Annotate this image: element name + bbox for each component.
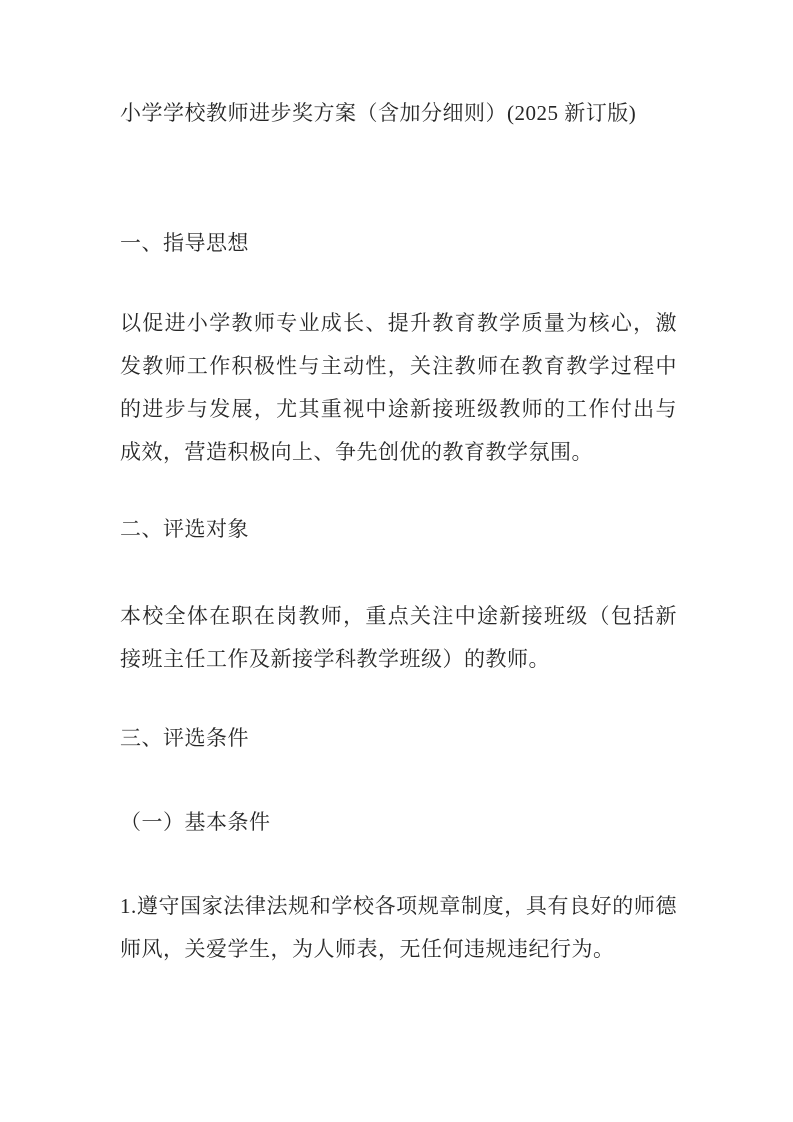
document-title: 小学学校教师进步奖方案（含加分细则）(2025 新订版)	[120, 101, 637, 125]
paragraph-basic-criteria-item-1: 1.遵守国家法律法规和学校各项规章制度，具有良好的师德师风，关爱学生，为人师表，无任何违规违纪行为。	[120, 894, 677, 961]
paragraph-selection-targets: 本校全体在职在岗教师，重点关注中途新接班级（包括新接班主任工作及新接学科教学班级）的教师。	[120, 604, 677, 671]
paragraph-guiding-ideology: 以促进小学教师专业成长、提升教育教学质量为核心，激发教师工作积极性与主动性，关注教师在教育教学过程中的进步与发展，尤其重视中途新接班级教师的工作付出与成效，营造积极向上、争先创优的教育教学氛围。	[120, 311, 677, 464]
subsection-heading-basic-criteria: （一）基本条件	[120, 810, 271, 834]
section-heading-selection-criteria: 三、评选条件	[120, 726, 249, 750]
section-heading-selection-targets: 二、评选对象	[120, 517, 249, 541]
document-body	[120, 0, 677, 971]
section-heading-guiding-ideology: 一、指导思想	[120, 231, 249, 255]
